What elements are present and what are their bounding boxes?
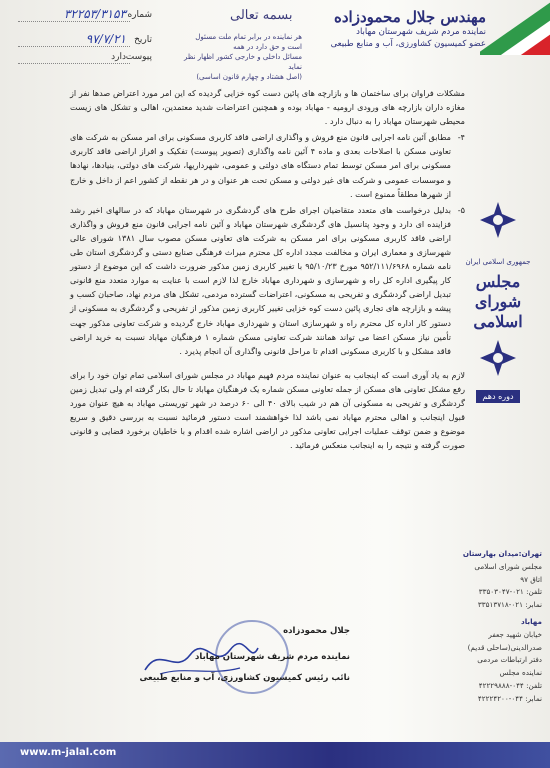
body-closing: لازم به یاد آوری است که اینجانب به عنوان نماینده مردم فهیم مهاباد در مجلس شورای اسلامی تمام توان خود را برای رفع مشکل تعاونی های مسکن از جمله تعاونی مسکن شماره یک فرهنگیان مهاباد تا حال بکار گرفته ام ولی تبدیل زمین گردشگری و تفریحی به مسکونی آن هم در شیب بالای ۴۰ الی ۶۰ درصد در شهر توریستی مهاباد به هیچ عنوان مورد قبول اینجانب و اهالی محترم مهاباد نمی باشد لذا خواهشمند است دستور فرمائید نسبت به بررسی دقیق و سریع موضوع و ضمن توقف عملیات اجرایی تعاونی مذکور در اراضی اشاره شده اقدام و با خاطیان برخورد قضایی و قانونی صورت گرفته و نتیجه را به اینجانب منعکس فرمائید . bbox=[70, 369, 465, 451]
term-badge: دوره دهم bbox=[476, 390, 519, 403]
signatory-name: جلال محمودزاده bbox=[283, 626, 350, 636]
tehran-phone: تلفن: ۰۲۱-۳۳۵۰۳۰۴۷ bbox=[478, 587, 542, 597]
ornament-icon-2 bbox=[478, 338, 518, 378]
mp-committee: عضو کمیسیون کشاورزی، آب و منابع طبیعی bbox=[330, 39, 486, 49]
mahabad-phone: تلفن: ۰۴۴-۴۲۲۲۹۸۸۸ bbox=[478, 680, 542, 690]
tehran-room: اتاق ۹۷ bbox=[520, 574, 542, 584]
mahabad-address-4: نماینده مجلس bbox=[499, 668, 542, 678]
body-intro: مشکلات فراوان برای ساختمان ها و بازارچه های پائین دست کوه خزایی گردیده که این امر مورد اعتراض صدها نفر از مغازه داران بازارچه های ورودی ارومیه - مهاباد بوده و همچنین اعتراضات شدید معتمدین، اهالی و تشکل های زیست محیطی شهرستان مهاباد را به دنبال دارد . bbox=[70, 88, 465, 127]
mahabad-title: مهاباد bbox=[521, 616, 542, 626]
mahabad-address-2: صدرالدینی(ساحلی قدیم) bbox=[467, 642, 542, 652]
tehran-title: تهران:میدان بهارستان bbox=[462, 549, 542, 558]
sidebar-emblem bbox=[454, 200, 542, 403]
letter-body bbox=[70, 86, 465, 454]
ornament-icon bbox=[478, 200, 518, 240]
meta-number-label: شماره bbox=[127, 10, 152, 20]
majlis-subtitle: جمهوری اسلامی ایران bbox=[465, 258, 531, 266]
letter-meta bbox=[18, 7, 158, 67]
item-4-text: مطابق آئین نامه اجرایی قانون منع فروش و واگذاری اراضی فاقد کاربری مسکونی برای امر مسکن به شرکت های تعاونی مسکن با اصلاحات بعدی و ماده ۴ آئین نامه واگذاری (تصویر پیوست) تفکیک و افراز اراضی فاقد کاربری مسکونی برای امر مسکن توسط تمام دستگاه های دولتی و عمومی، شهرداریها، شرکت های دولتی، بنیادها، نهادها و موسسات عمومی و شرکت های غیر دولتی و مسکن تحت هر عنوان و در هر نقطه از کشور اعم از داخل و خارج از شهرها مطلقاً ممنوع است . bbox=[69, 132, 451, 199]
meta-attach-label: پیوست bbox=[125, 52, 152, 62]
iran-flag-corner bbox=[480, 0, 550, 55]
constitution-note bbox=[182, 32, 302, 82]
meta-attach-row bbox=[18, 52, 158, 67]
tehran-fax: نمابر: ۰۲۱-۳۳۵۱۳۷۱۸ bbox=[477, 600, 542, 610]
meta-number-line bbox=[18, 21, 130, 22]
meta-attach-value: دارد bbox=[111, 52, 126, 62]
signatory-title-2: نائب رئیس کمیسیون کشاورزی، آب و منابع طبیعی bbox=[139, 673, 350, 683]
body-item-5 bbox=[70, 203, 465, 358]
meta-number-row bbox=[18, 7, 158, 25]
footer-bar bbox=[0, 742, 550, 768]
website-url: www.m-jalal.com bbox=[20, 747, 117, 758]
meta-date-row bbox=[18, 32, 158, 50]
item-4-number: ۴- bbox=[457, 132, 465, 143]
constitution-note-line2: مسائل داخلی و خارجی کشور اظهار نظر نماید bbox=[183, 53, 302, 71]
bismillah: بسمه تعالی bbox=[230, 8, 293, 23]
constitution-note-line3: (اصل هشتاد و چهارم قانون اساسی) bbox=[196, 73, 302, 81]
meta-date-label: تاریخ bbox=[134, 35, 152, 45]
mahabad-fax: نمابر: ۰۴۴-۴۲۲۲۴۲۰۰ bbox=[477, 693, 542, 703]
mp-name-heading: مهندس جلال محمودزاده bbox=[334, 8, 486, 26]
tehran-address: مجلس شورای اسلامی bbox=[474, 561, 542, 571]
meta-attach-line bbox=[18, 63, 130, 64]
mahabad-address-1: خیابان شهید جعفر bbox=[488, 629, 542, 639]
majlis-logotype: مجلس شورای اسلامی bbox=[473, 272, 523, 331]
mahabad-address-3: دفتر ارتباطات مردمی bbox=[477, 655, 542, 665]
meta-date-line bbox=[18, 46, 130, 47]
meta-date-value: ۹۷/۷/۲۱ bbox=[85, 32, 126, 46]
signature-block bbox=[100, 618, 350, 686]
item-5-number: ۵- bbox=[457, 204, 465, 215]
constitution-note-line1: هر نماینده در برابر تمام ملت مسئول است و حق دارد در همه bbox=[195, 33, 302, 51]
contact-info bbox=[450, 548, 542, 706]
item-5-text: بدلیل درخواست های متعدد متقاضیان اجرای طرح های گردشگری در شهرستان مهاباد که در سالهای اخیر رشد فزاینده ای دارد و وجود پتانسیل های گردشگری شهرستان مهاباد و آئین نامه اجرایی قانون منع فروش و واگذاری اراضی فاقد کاربری مسکونی برای امر مسکن به شرکت های تعاونی مسکن مصوب سال ۱۳۸۱ شورای عالی شهرسازی و معماری ایران و مخالفت مجدد اداره کل محترم میراث فرهنگی صنایع دستی و گردشگری استان طی نامه شماره ۹۵۲/۱۱۱/۶۹۶۸ مورخ ۹۵/۱۰/۲۳ با تغییر کاربری زمین مذکور ضرورت داشت که این موضوع از دستور کار پیگیری اداره کل راه و شهرسازی و شهرداری مهاباد خارج لذا لازم است با عنایت به موارد متعدد منع قانونی تبدیل اراضی گردشگری و تفریحی به مسکونی، اعتراضات گسترده مردمی، تشکل های مردم نهاد، صاحبان کسب و پیشه و بازارچه های تجاری پائین دست کوه خزایی تغییر کاربری زمین مذکور از تفریحی و گردشگری به مسکونی از دستور کار اداره کل محترم راه و شهرسازی استان و شهرداری مهاباد خارج گردیده و شرکت تعاونی مذکور جهت تأمین نیاز مسکن اعضا می تواند همانند شرکت تعاونی مسکن شماره ۱ فرهنگیان مهاباد نسبت به خرید اراضی فاقد مشکل و با کاربری مسکونی اقدام تا مراحل قانونی واگذاری آن انجام پذیرد . bbox=[70, 204, 452, 356]
body-item-4 bbox=[70, 130, 465, 200]
signatory-title-1: نماینده مردم شریف شهرستان مهاباد bbox=[195, 652, 350, 662]
meta-number-value: ۳۲۲۵۳/۳۱۵۳ bbox=[63, 7, 126, 21]
mp-constituency: نماینده مردم شریف شهرستان مهاباد bbox=[356, 27, 486, 37]
